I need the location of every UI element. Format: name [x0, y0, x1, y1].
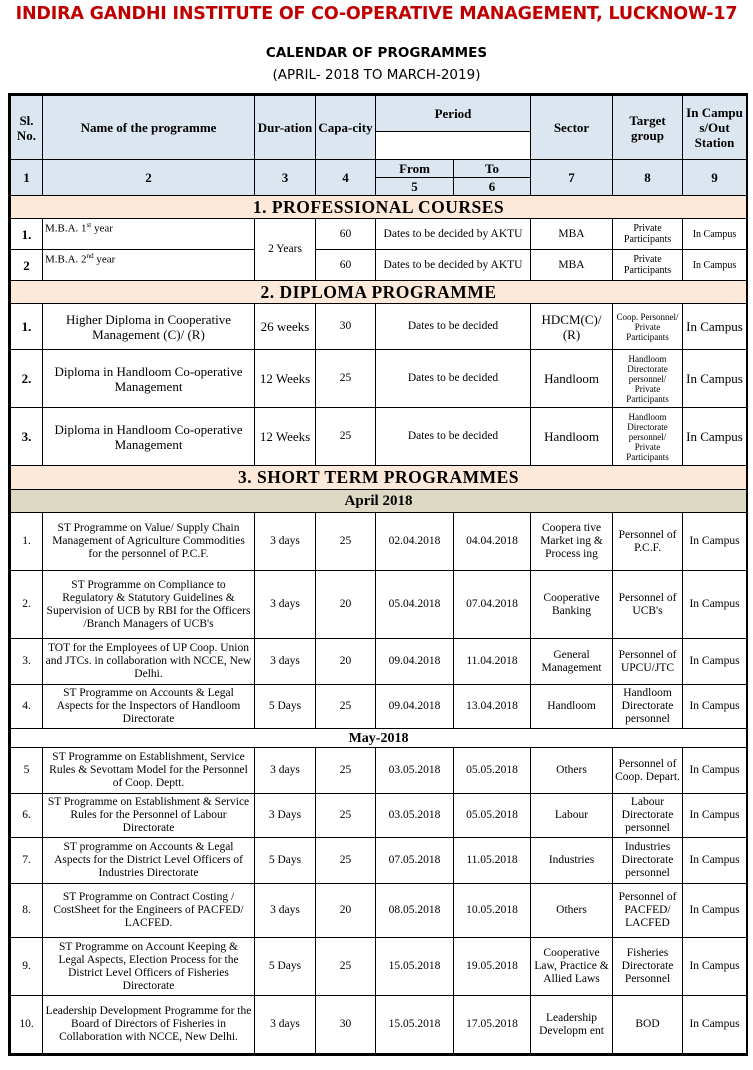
row-sector: Handloom [531, 350, 613, 408]
row-sl: 1. [11, 304, 43, 350]
col-number-4: 4 [316, 160, 376, 196]
row-to-date: 05.05.2018 [454, 794, 531, 838]
section-professional-row [11, 196, 747, 219]
row-target: Handloom Directorate personnel/ Private Participants [613, 408, 683, 466]
row-duration: 5 Days [255, 938, 316, 996]
row-duration: 5 Days [255, 685, 316, 729]
row-programme-name: ST Programme on Establishment, Service Rules & Sevottam Model for the Personnel of Coop. Deptt. [43, 748, 255, 794]
row-capacity: 25 [316, 938, 376, 996]
row-target: Personnel of UCB's [613, 571, 683, 639]
row-station: In Campus [683, 685, 747, 729]
row-duration: 5 Days [255, 838, 316, 884]
row-capacity: 25 [316, 685, 376, 729]
row-capacity: 25 [316, 513, 376, 571]
row-sl: 3. [11, 639, 43, 685]
row-period: Dates to be decided [376, 304, 531, 350]
row-programme-name: Leadership Development Programme for the Board of Directors of Fisheries in Collaboration with NCCE, New Delhi. [43, 996, 255, 1054]
short-term-row [11, 513, 747, 571]
professional-row [11, 250, 747, 281]
row-capacity: 25 [316, 748, 376, 794]
row-to-date: 11.05.2018 [454, 838, 531, 884]
row-target: Industries Directorate personnel [613, 838, 683, 884]
row-to-date: 07.04.2018 [454, 571, 531, 639]
row-station: In Campus [683, 571, 747, 639]
row-sl: 1. [11, 219, 43, 250]
row-sector: Coopera tive Market ing & Process ing [531, 513, 613, 571]
row-sector: HDCM(C)/ (R) [531, 304, 613, 350]
row-programme-name: Diploma in Handloom Co-operative Management [43, 350, 255, 408]
row-duration: 2 Years [255, 219, 316, 281]
row-duration: 26 weeks [255, 304, 316, 350]
row-station: In Campus [683, 748, 747, 794]
row-target: Personnel of PACFED/ LACFED [613, 884, 683, 938]
row-station: In Campus [683, 219, 747, 250]
col-station-header: In Campu s/Out Station [683, 96, 747, 160]
row-duration: 12 Weeks [255, 408, 316, 466]
row-sector: Handloom [531, 685, 613, 729]
row-target: Personnel of Coop. Depart. [613, 748, 683, 794]
row-duration: 3 days [255, 571, 316, 639]
row-sector: MBA [531, 219, 613, 250]
col-number-2: 2 [43, 160, 255, 196]
col-number-1: 1 [11, 160, 43, 196]
row-capacity: 30 [316, 996, 376, 1054]
row-capacity: 25 [316, 350, 376, 408]
row-duration: 3 days [255, 639, 316, 685]
row-programme-name: TOT for the Employees of UP Coop. Union and JTCs. in collaboration with NCCE, New Delhi. [43, 639, 255, 685]
row-station: In Campus [683, 350, 747, 408]
row-programme-name: Higher Diploma in Cooperative Management (C)/ (R) [43, 304, 255, 350]
row-target: Private Participants [613, 219, 683, 250]
row-sl: 4. [11, 685, 43, 729]
row-target: BOD [613, 996, 683, 1054]
row-duration: 12 Weeks [255, 350, 316, 408]
col-number-6: 6 [454, 178, 531, 196]
short-term-row [11, 884, 747, 938]
row-capacity: 25 [316, 838, 376, 884]
col-number-7: 7 [531, 160, 613, 196]
row-programme-name: ST programme on Accounts & Legal Aspects for the District Level Officers of Industries Directorate [43, 838, 255, 884]
row-sector: Leadership Developm ent [531, 996, 613, 1054]
row-to-date: 17.05.2018 [454, 996, 531, 1054]
col-from-header: From [376, 160, 454, 178]
row-sector: Labour [531, 794, 613, 838]
row-target: Personnel of P.C.F. [613, 513, 683, 571]
row-station: In Campus [683, 794, 747, 838]
row-station: In Campus [683, 513, 747, 571]
row-target: Handloom Directorate personnel/ Private Participants [613, 350, 683, 408]
row-station: In Campus [683, 250, 747, 281]
programme-name-sup: st [86, 221, 92, 229]
col-number-9: 9 [683, 160, 747, 196]
row-capacity: 60 [316, 219, 376, 250]
row-programme-name: ST Programme on Accounts & Legal Aspects for the Inspectors of Handloom Directorate [43, 685, 255, 729]
row-station: In Campus [683, 996, 747, 1054]
row-duration: 3 days [255, 884, 316, 938]
row-programme-name: Diploma in Handloom Co-operative Management [43, 408, 255, 466]
short-term-row [11, 571, 747, 639]
professional-row [11, 219, 747, 250]
row-target: Handloom Directorate personnel [613, 685, 683, 729]
row-to-date: 13.04.2018 [454, 685, 531, 729]
row-capacity: 25 [316, 794, 376, 838]
calendar-title: CALENDAR OF PROGRAMMES [265, 45, 488, 61]
row-sl: 2. [11, 571, 43, 639]
row-capacity: 30 [316, 304, 376, 350]
programme-name-tail: year [91, 222, 113, 235]
section-may-row [11, 729, 747, 748]
col-number-5: 5 [376, 178, 454, 196]
row-station: In Campus [683, 304, 747, 350]
row-target: Private Participants [613, 250, 683, 281]
row-duration: 3 days [255, 996, 316, 1054]
row-from-date: 03.05.2018 [376, 794, 454, 838]
row-target: Personnel of UPCU/JTC [613, 639, 683, 685]
header-row-subperiod [11, 160, 747, 178]
row-from-date: 09.04.2018 [376, 639, 454, 685]
row-period: Dates to be decided [376, 350, 531, 408]
row-station: In Campus [683, 408, 747, 466]
section-short-term-title: 3. SHORT TERM PROGRAMMES [11, 466, 747, 490]
col-to-header: To [454, 160, 531, 178]
row-duration: 3 days [255, 513, 316, 571]
short-term-row [11, 639, 747, 685]
col-number-3: 3 [255, 160, 316, 196]
row-sl: 1. [11, 513, 43, 571]
row-from-date: 15.05.2018 [376, 996, 454, 1054]
row-from-date: 03.05.2018 [376, 748, 454, 794]
row-from-date: 05.04.2018 [376, 571, 454, 639]
row-from-date: 09.04.2018 [376, 685, 454, 729]
row-capacity: 25 [316, 408, 376, 466]
row-sl: 10. [11, 996, 43, 1054]
row-period: Dates to be decided by AKTU [376, 219, 531, 250]
row-sl: 2. [11, 350, 43, 408]
row-station: In Campus [683, 838, 747, 884]
row-programme-name: ST Programme on Compliance to Regulatory & Statutory Guidelines & Supervision of UCB by RBI for the Officers /Branch Managers of UCB's [43, 571, 255, 639]
row-capacity: 20 [316, 884, 376, 938]
row-programme-name: ST Programme on Account Keeping & Legal Aspects, Election Process for the District Level Officers of Fisheries Directorate [43, 938, 255, 996]
row-from-date: 08.05.2018 [376, 884, 454, 938]
col-period-header: Period [376, 96, 531, 132]
diploma-row [11, 304, 747, 350]
short-term-row [11, 794, 747, 838]
row-programme-name: ST Programme on Contract Costing / CostSheet for the Engineers of PACFED/ LACFED. [43, 884, 255, 938]
row-sl: 9. [11, 938, 43, 996]
diploma-row [11, 408, 747, 466]
row-programme-name [43, 250, 255, 281]
calendar-period: (APRIL- 2018 TO MARCH-2019) [272, 67, 481, 83]
row-sector: MBA [531, 250, 613, 281]
short-term-row [11, 748, 747, 794]
col-target-header: Target group [613, 96, 683, 160]
row-duration: 3 Days [255, 794, 316, 838]
short-term-row [11, 838, 747, 884]
row-to-date: 19.05.2018 [454, 938, 531, 996]
row-station: In Campus [683, 884, 747, 938]
row-period: Dates to be decided [376, 408, 531, 466]
row-from-date: 15.05.2018 [376, 938, 454, 996]
section-diploma-row [11, 281, 747, 304]
row-to-date: 10.05.2018 [454, 884, 531, 938]
short-term-row [11, 996, 747, 1054]
row-sl: 5 [11, 748, 43, 794]
section-april-row [11, 490, 747, 513]
col-name-header: Name of the programme [43, 96, 255, 160]
diploma-row [11, 350, 747, 408]
row-target: Labour Directorate personnel [613, 794, 683, 838]
row-sl: 6. [11, 794, 43, 838]
row-capacity: 20 [316, 571, 376, 639]
row-period: Dates to be decided by AKTU [376, 250, 531, 281]
row-to-date: 11.04.2018 [454, 639, 531, 685]
programme-name-sup: nd [86, 252, 94, 260]
short-term-row [11, 685, 747, 729]
programme-table [10, 95, 747, 1054]
programme-name-text: M.B.A. 1 [45, 222, 87, 235]
section-short-term-row [11, 466, 747, 490]
header-row-top [11, 96, 747, 132]
section-april-title: April 2018 [11, 490, 747, 513]
row-sector: Others [531, 748, 613, 794]
row-sector: Cooperative Law, Practice & Allied Laws [531, 938, 613, 996]
section-diploma-title: 2. DIPLOMA PROGRAMME [11, 281, 747, 304]
col-sl-header: Sl. No. [11, 96, 43, 160]
section-may-title: May-2018 [11, 729, 747, 748]
col-capacity-header: Capa-city [316, 96, 376, 160]
programme-name-text: M.B.A. 2 [45, 253, 87, 266]
row-station: In Campus [683, 938, 747, 996]
row-to-date: 05.05.2018 [454, 748, 531, 794]
row-programme-name: ST Programme on Value/ Supply Chain Management of Agriculture Commodities for the personnel of P.C.F. [43, 513, 255, 571]
row-duration: 3 days [255, 748, 316, 794]
institute-title: INDIRA GANDHI INSTITUTE OF CO-OPERATIVE MANAGEMENT, LUCKNOW-17 [15, 4, 738, 24]
col-sector-header: Sector [531, 96, 613, 160]
row-capacity: 60 [316, 250, 376, 281]
row-programme-name: ST Programme on Establishment & Service Rules for the Personnel of Labour Directorate [43, 794, 255, 838]
programme-name-tail: year [93, 253, 116, 266]
col-duration-header: Dur-ation [255, 96, 316, 160]
row-target: Coop. Personnel/ Private Participants [613, 304, 683, 350]
row-target: Fisheries Directorate Personnel [613, 938, 683, 996]
row-sl: 3. [11, 408, 43, 466]
row-sector: Cooperative Banking [531, 571, 613, 639]
row-sector: Industries [531, 838, 613, 884]
row-sector: Handloom [531, 408, 613, 466]
row-capacity: 20 [316, 639, 376, 685]
row-station: In Campus [683, 639, 747, 685]
programme-table-wrapper [8, 93, 748, 1056]
row-sector: General Management [531, 639, 613, 685]
row-sl: 8. [11, 884, 43, 938]
row-sl: 7. [11, 838, 43, 884]
row-sector: Others [531, 884, 613, 938]
row-programme-name [43, 219, 255, 250]
row-from-date: 07.05.2018 [376, 838, 454, 884]
short-term-row [11, 938, 747, 996]
row-from-date: 02.04.2018 [376, 513, 454, 571]
col-number-8: 8 [613, 160, 683, 196]
row-sl: 2 [11, 250, 43, 281]
row-to-date: 04.04.2018 [454, 513, 531, 571]
section-professional-title: 1. PROFESSIONAL COURSES [11, 196, 747, 219]
